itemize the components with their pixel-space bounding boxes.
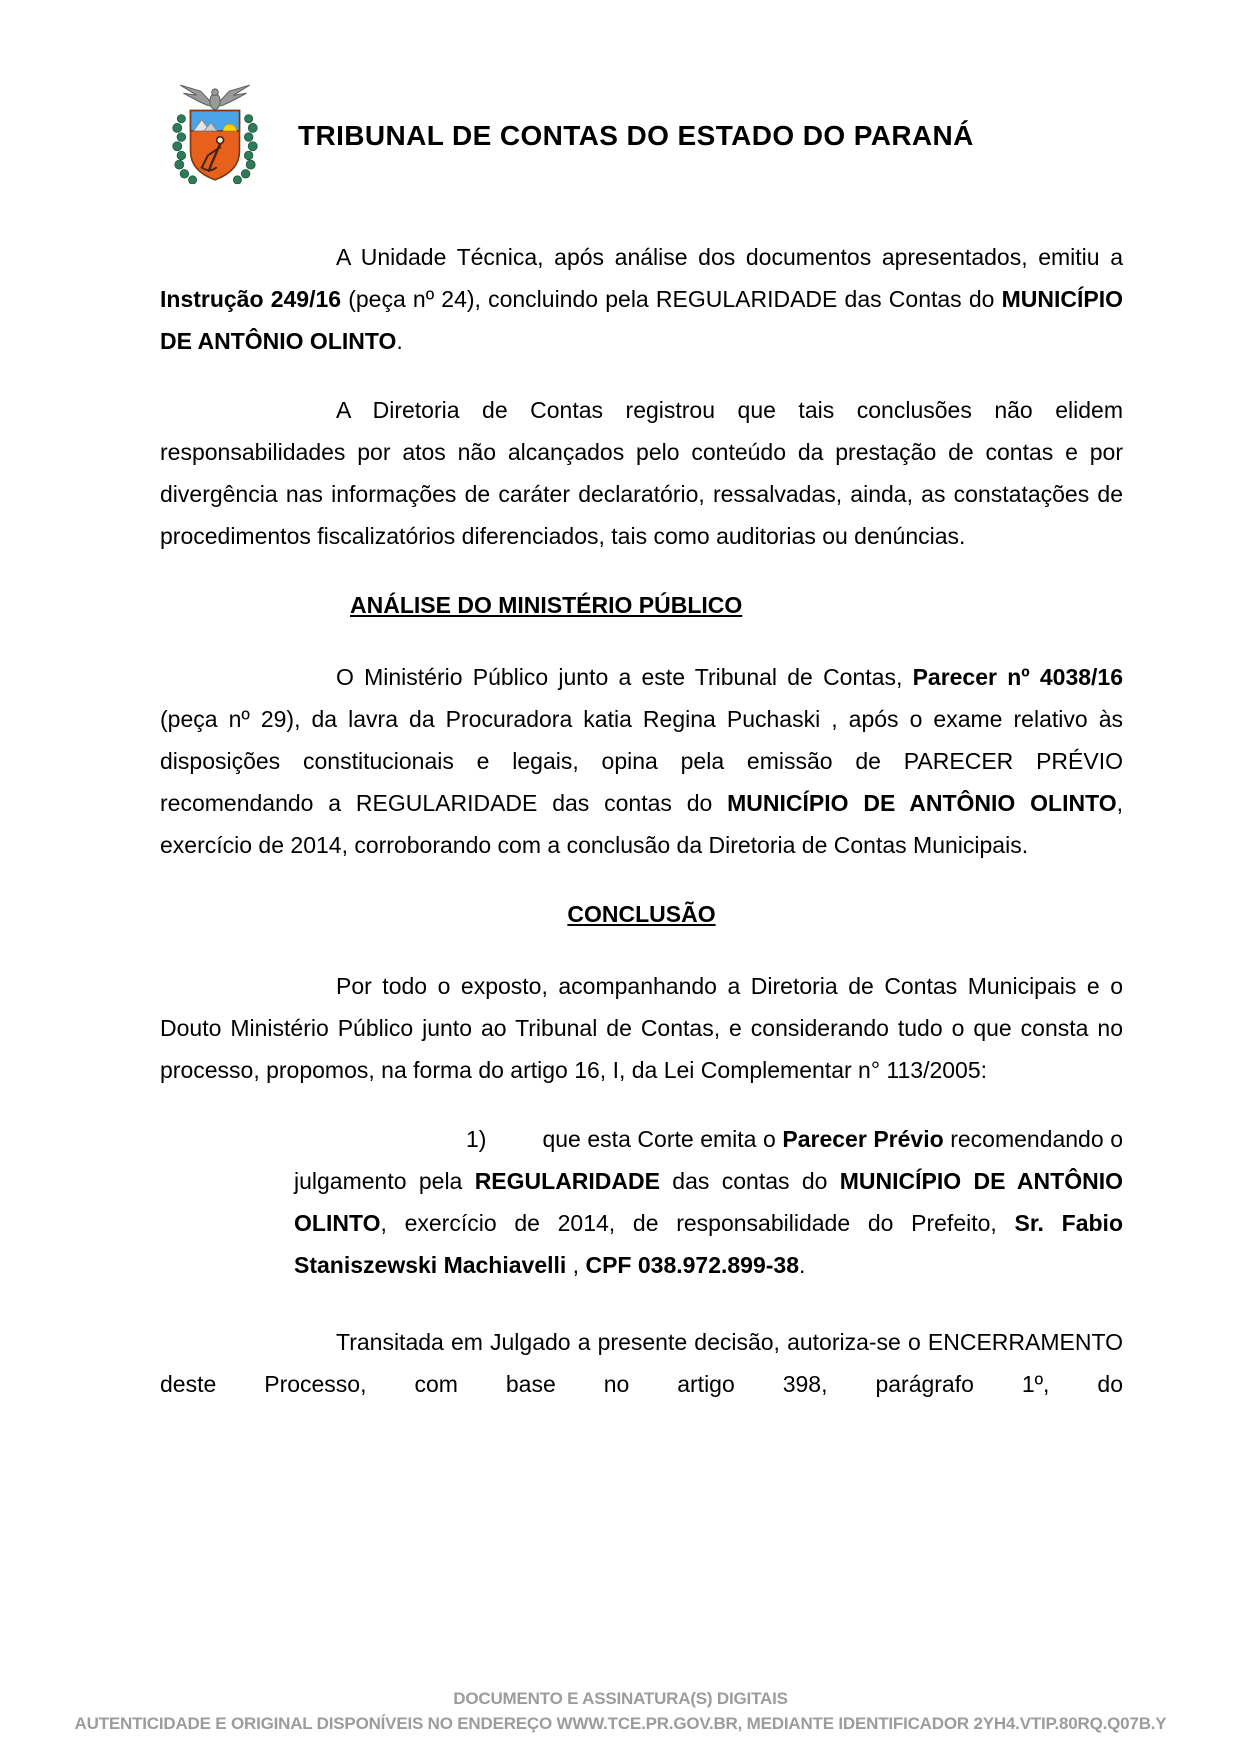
- text-run: recomendando o julgamento pela: [294, 1126, 1123, 1194]
- document-footer: [0, 1686, 1241, 1736]
- paragraph-ministerio-publico: [160, 656, 1123, 866]
- text-run-bold: MUNICÍPIO DE ANTÔNIO OLINTO: [294, 1168, 1123, 1236]
- text-run-bold: REGULARIDADE: [474, 1168, 660, 1194]
- text-run: (peça nº 24), concluindo pela REGULARIDADE das Contas do: [341, 286, 1002, 312]
- text-run-bold: Parecer nº 4038/16: [912, 664, 1124, 690]
- list-item-1-parecer-previo: [294, 1118, 1123, 1286]
- text-run: , exercício de 2014, corroborando com a conclusão da Diretoria de Contas Municipais.: [160, 790, 1123, 858]
- text-run-bold: Instrução 249/16: [160, 286, 342, 312]
- text-run: (peça nº 29), da lavra da Procuradora katia Regina Puchaski , após o exame relativo às disposições constitucionais e legais, opina pela emissão de PARECER PRÉVIO recomendando a REGULARIDADE das contas do: [160, 706, 1123, 816]
- text-run: ,: [566, 1252, 586, 1278]
- document-body: [160, 236, 1123, 1432]
- text-run: .: [799, 1252, 806, 1278]
- text-run: A Unidade Técnica, após análise dos documentos apresentados, emitiu a: [336, 244, 1123, 270]
- paragraph-unidade-tecnica: [160, 236, 1123, 362]
- paragraph-diretoria-contas: [160, 389, 1123, 557]
- paragraph-transito-julgado: [160, 1321, 1123, 1405]
- page-title: TRIBUNAL DE CONTAS DO ESTADO DO PARANÁ: [298, 120, 974, 151]
- text-run: A Diretoria de Contas registrou que tais conclusões não elidem responsabilidades por atos não alcançados pelo conteúdo da prestação de contas e por divergência nas informações de caráter declaratório, ressalvadas, ainda, as constatações de procedimentos fiscalizatórios diferenciados, tais como auditorias ou denúncias.: [160, 397, 1123, 549]
- paragraph-conclusao-intro: [160, 965, 1123, 1091]
- text-run-bold: CPF 038.972.899-38: [585, 1252, 800, 1278]
- parana-coat-of-arms-icon: [170, 82, 260, 184]
- heading-analise-ministerio-publico: ANÁLISE DO MINISTÉRIO PÚBLICO: [350, 592, 743, 618]
- text-run-bold: Parecer Prévio: [782, 1126, 944, 1152]
- text-run: Transitada em Julgado a presente decisão, autoriza-se o ENCERRAMENTO deste Processo, com base no artigo 398, parágrafo 1º, do: [160, 1329, 1123, 1397]
- text-run: que esta Corte emita o: [542, 1126, 783, 1152]
- text-run: das contas do: [659, 1168, 840, 1194]
- heading-conclusao: CONCLUSÃO: [567, 901, 716, 927]
- list-item-number: 1): [466, 1126, 487, 1152]
- text-run: O Ministério Público junto a este Tribunal de Contas,: [336, 664, 913, 690]
- footer-line-2: AUTENTICIDADE E ORIGINAL DISPONÍVEIS NO ENDEREÇO WWW.TCE.PR.GOV.BR, MEDIANTE IDENTIFICADOR 2YH4.VTIP.80RQ.Q07B.Y: [74, 1714, 1167, 1733]
- text-run: .: [396, 328, 403, 354]
- text-run: , exercício de 2014, de responsabilidade do Prefeito,: [380, 1210, 1015, 1236]
- text-run-bold: MUNICÍPIO DE ANTÔNIO OLINTO: [727, 790, 1117, 816]
- text-run-bold: MUNICÍPIO DE ANTÔNIO OLINTO: [160, 286, 1123, 354]
- text-run-bold: Sr. Fabio Staniszewski Machiavelli: [294, 1210, 1123, 1278]
- text-run: Por todo o exposto, acompanhando a Diretoria de Contas Municipais e o Douto Ministério Público junto ao Tribunal de Contas, e considerando tudo o que consta no processo, propomos, na forma do artigo 16, I, da Lei Complementar n° 113/2005:: [160, 973, 1123, 1083]
- footer-line-1: DOCUMENTO E ASSINATURA(S) DIGITAIS: [453, 1689, 788, 1708]
